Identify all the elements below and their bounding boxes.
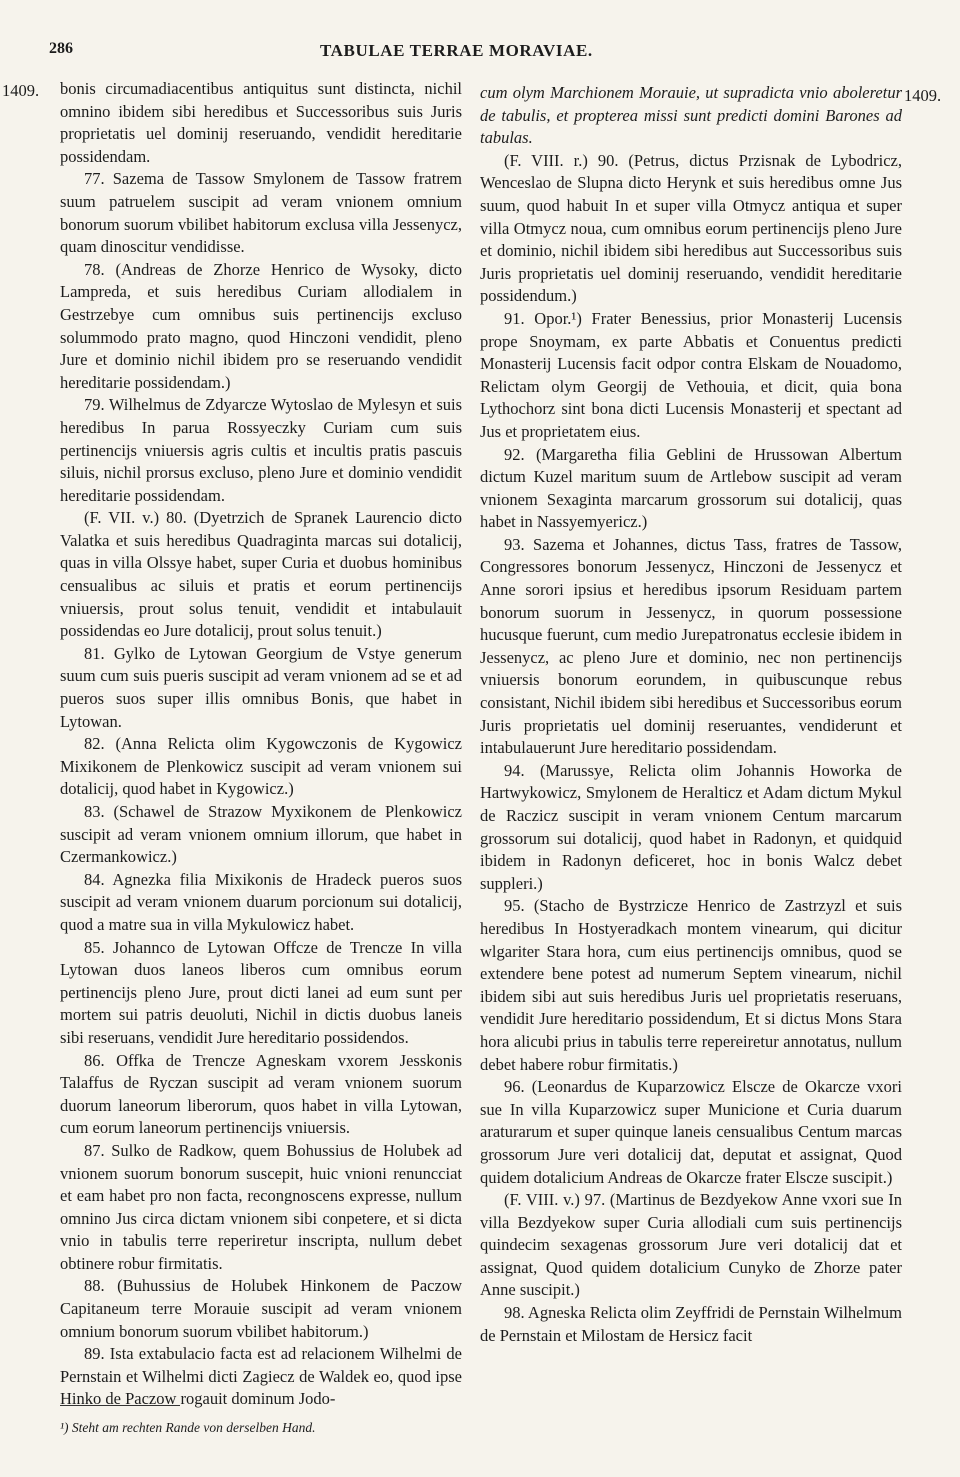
paragraph: 82. (Anna Relicta olim Kygowczonis de Kygowicz Mixikonem de Plenkowicz suscipit ad veram vnionem sui dotalicij, quod habet in Kygowicz.) [60,734,462,799]
paragraph: (F. VII. v.) 80. (Dyetrzich de Spranek Laurencio dicto Valatka et suis heredibus Quadraginta marcas sui dotalicij, quas in villa Olssye habet, super Curia et duobus hominibus censualibus ac siluis et pratis et eorum pertinencijs vniuersis, prout solus tenuit, vendidit et intabulauit possidendas eo Jure dotalicij, prout solus tenuit.) [60,508,462,641]
paragraph: (F. VIII. v.) 97. (Martinus de Bezdyekow Anne vxori sue In villa Bezdyekow super Curia allodiali cum suis pertinencijs quindecim sexagenas grossorum Jure veri dotalicij dat et assignat, Quod quidem dotalicium Cunyko de Zhorze pater Anne suscipit.) [480,1190,902,1300]
paragraph: 96. (Leonardus de Kuparzowicz Elscze de Okarcze vxori sue In villa Kuparzowicz super Municione et Curia duarum araturarum et super quinque laneis censualibus Centum marcas grossorum Jure veri dotalicij dat, deputat et assignat, Quod quidem dotalicium Andreas de Okarcze frater Elscze suscipit.) [480,1077,902,1187]
margin-year-right: 1409. [904,86,942,105]
paragraph: 95. (Stacho de Bystrzicze Henrico de Zastrzyzl et suis heredibus In Hostyeradkach montem vinearum, qui dicitur wlgariter Stara hora, cum eius pertinencijs omnibus, quod se extendere bene potest ad numerum Septem vinearum, nichil ibidem sibi aut suis heredibus Juris uel proprietatis reseruans, vendidit Jure hereditario possidendum, Et si dictus Mons Stara hora alicubi prius in tabulis terre repereiretur annotatus, nullum debet habere robur firmitatis.) [480,896,902,1074]
page-number: 286 [49,40,73,57]
paragraph: 78. (Andreas de Zhorze Henrico de Wysoky, dicto Lampreda, et suis heredibus Curiam allodialem in Gestrzebye cum omnibus suis pertinencijs excluso solummodo prato magno, quod Hinczoni vendidit, pleno Jure et dominio nichil ibidem pro se reseruando vendidit hereditarie possidendam.) [60,259,462,392]
running-head: TABULAE TERRAE MORAVIAE. [320,41,593,60]
paragraph: 89. Ista extabulacio facta est ad relacionem Wilhelmi de Pernstain et Wilhelmi dicti Zagiecz de Waldek eo, quod ipse Hinko de Paczow rogauit dominum Jodo- [60,1344,462,1409]
paragraph: 86. Offka de Trencze Agneskam vxorem Jesskonis Talaffus de Ryczan suscipit ad veram vnionem suorum duorum laneorum liberorum, quos habet in villa Lytowan, cum eorum laneorum pertinencijs vniuersis. [60,1050,462,1138]
paragraph: 81. Gylko de Lytowan Georgium de Vstye generum suum cum suis pueris suscipit ad veram vnionem ad se et ad pueros suos super illis omnibus Bonis, que habet in Lytowan. [60,643,462,731]
paragraph: 98. Agneska Relicta olim Zeyffridi de Pernstain Wilhelmum de Pernstain et Milostam de Hersicz facit [480,1303,902,1345]
paragraph: (F. VIII. r.) 90. (Petrus, dictus Przisnak de Lybodricz, Wenceslao de Slupna dicto Herynk et suis heredibus omne Jus suum, quod habuit In et super villa Otmycz antiqua et super villa Otmycz noua, cum omnibus eorum pertinencijs pleno Jure et dominio, nichil ibidem sibi heredibus aut Successoribus suis Juris proprietatis uel dominij reseruando, vendidit hereditarie possidendum.) [480,150,902,306]
paragraph: 85. Johannco de Lytowan Offcze de Trencze In villa Lytowan duos laneos liberos cum omnibus eorum pertinencijs pleno Jure, prout dicti lanei ad eum sunt per mortem sui patris deuoluti, Nichil in dictis duobus laneis sibi reseruans, vendidit Jure hereditario possidendos. [60,937,462,1047]
paragraph: 84. Agnezka filia Mixikonis de Hradeck pueros suos suscipit ad veram vnionem duarum porcionum sui dotalicij, quod a matre sua in villa Mykulowicz habet. [60,869,462,934]
paragraph: 77. Sazema de Tassow Smylonem de Tassow fratrem suum patruelem suscipit ad veram vnionem omnium bonorum suorum vbilibet habitorum exclusa villa Jessenycz, quam dinoscitur vendidisse. [60,169,462,257]
footnote-rule [60,1405,180,1406]
margin-year-left: 1409. [2,81,40,100]
paragraph: 88. (Buhussius de Holubek Hinkonem de Paczow Capitaneum terre Morauie suscipit ad veram vnionem omnium bonorum suorum vbilibet habitorum.) [60,1276,462,1341]
paragraph: cum olym Marchionem Morauie, ut supradicta vnio aboleretur de tabulis, et propterea missi sunt predicti domini Barones ad tabulas. [480,83,902,148]
right-column [480,82,902,1347]
paragraph: 93. Sazema et Johannes, dictus Tass, fratres de Tassow, Congressores bonorum Jessenycz, Hinczoni de Jessenycz et Anne sorori ipsius et heredibus ipsorum Residuam partem bonorum suorum in Jessenycz, in quorum possessione hucusque fuerunt, cum medio Jurepatronatus ecclesie ibidem in Jessenycz, ac pleno Jure et dominio, nec non pertinencijs vniuersis bonorum eorundem, in quibuscunque rebus consistant, Nichil ibidem sibi heredibus et Successoribus eorum Juris proprietatis uel dominij reseruantes, vendiderunt et intabulauerunt Jure hereditario possidendam. [480,534,902,758]
paragraph: bonis circumadiacentibus antiquitus sunt distincta, nichil omnino ibidem sibi heredibus et Successoribus suis Juris proprietatis uel dominij reseruando, vendidit hereditarie possidendam. [60,79,462,166]
paragraph: 94. (Marussye, Relicta olim Johannis Howorka de Hartwykowicz, Smylonem de Heralticz et Adam dictum Mykul de Raczicz suscipit in veram vnionem Centum marcarum grossorum sui dotalicij, quod habet in Radonyn, et quidquid ibidem in Radonyn deficeret, hoc in bonis Walcz debet suppleri.) [480,760,902,893]
left-column [60,78,462,1411]
paragraph: 92. (Margaretha filia Geblini de Hrussowan Albertum dictum Kuzel maritum suum de Artlebow suscipit ad veram vnionem Sexaginta marcarum grossorum sui dotalicij, quas habet in Nassyemyericz.) [480,444,902,532]
paragraph: 79. Wilhelmus de Zdyarcze Wytoslao de Mylesyn et suis heredibus In parua Rossyeczky Curiam cum suis pertinencijs vniuersis agris cultis et incultis pratis pascuis siluis, nichil prorsus excluso, pleno Jure et dominio vendidit hereditarie possidendam. [60,395,462,505]
paragraph: 87. Sulko de Radkow, quem Bohussius de Holubek ad vnionem suorum bonorum suscepit, huic vnioni renuncciat et eam habet pro non facta, recongnoscens expresse, nullum omnino Jus circa dictam vnionem sibi conpetere, et si dicta vnio in tabulis terre reperiretur inscripta, nullum debet obtinere robur firmitatis. [60,1140,462,1273]
paragraph: 83. (Schawel de Strazow Myxikonem de Plenkowicz suscipit ad veram vnionem omnium illorum, que habet in Czermankowicz.) [60,802,462,867]
paragraph: 91. Opor.¹) Frater Benessius, prior Monasterij Lucensis prope Snoymam, ex parte Abbatis et Conuentus predicti Monasterij Lucensis facit odpor contra Elskam de Nouadomo, Relictam olym Georgij de Vethouia, et dicit, quia bona Lythochorz sint bona dicti Lucensis Monasterij et spectant ad Jus et proprietatem eius. [480,308,902,441]
footnote: ¹) Steht am rechten Rande von derselben Hand. [60,1420,316,1435]
